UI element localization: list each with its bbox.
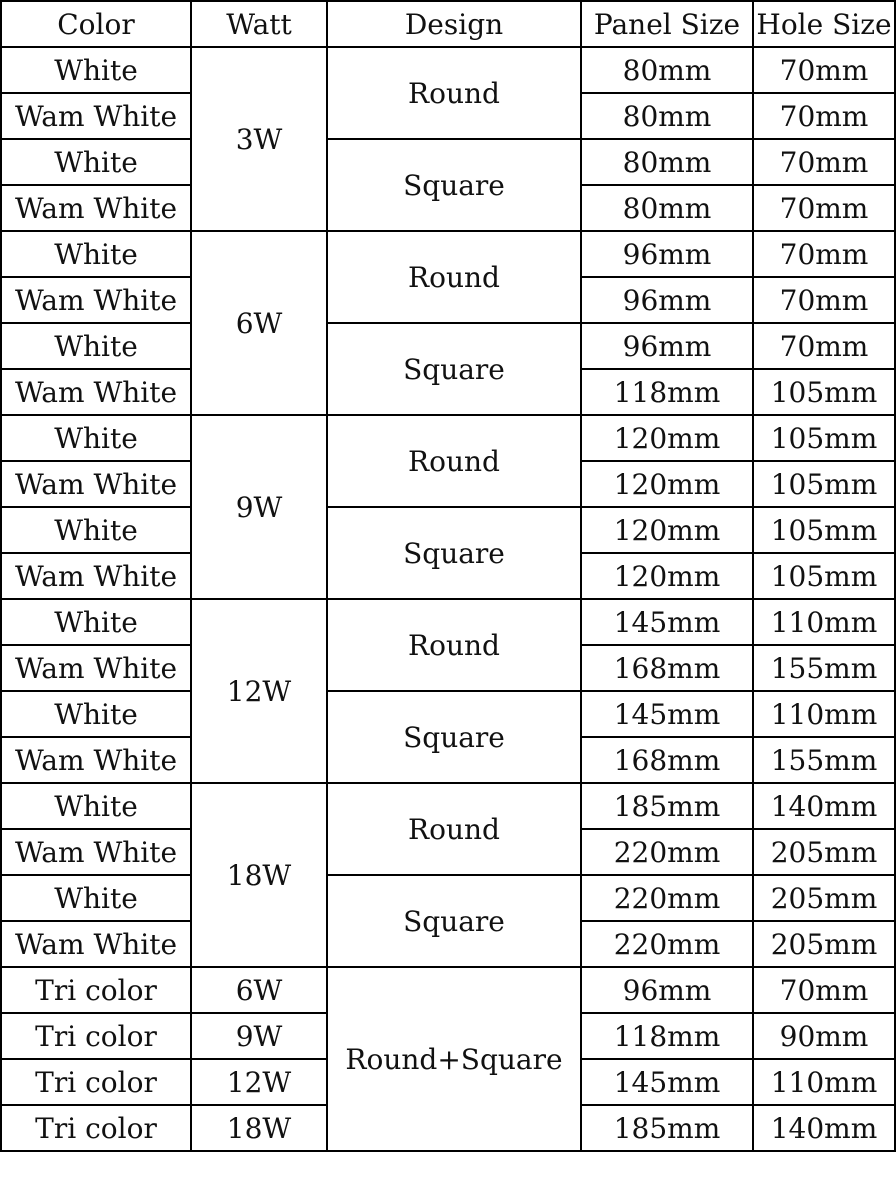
design-cell: Square: [327, 875, 581, 967]
watt-cell: 12W: [191, 1059, 327, 1105]
color-cell: Tri color: [1, 1059, 191, 1105]
table-row: [1, 599, 895, 645]
table-row: [1, 967, 895, 1013]
panel-size-cell: 220mm: [581, 829, 753, 875]
panel-size-cell: 118mm: [581, 369, 753, 415]
hole-size-cell: 155mm: [753, 737, 895, 783]
design-cell: Square: [327, 691, 581, 783]
table-row: [1, 231, 895, 277]
color-cell: White: [1, 599, 191, 645]
color-cell: White: [1, 691, 191, 737]
color-cell: Wam White: [1, 737, 191, 783]
table-row: [1, 139, 895, 185]
hole-size-cell: 110mm: [753, 1059, 895, 1105]
header-row: [1, 1, 895, 47]
design-cell: Round: [327, 47, 581, 139]
panel-size-cell: 118mm: [581, 1013, 753, 1059]
watt-cell: 12W: [191, 599, 327, 783]
panel-size-cell: 145mm: [581, 691, 753, 737]
panel-size-cell: 145mm: [581, 599, 753, 645]
hole-size-cell: 105mm: [753, 507, 895, 553]
panel-size-cell: 80mm: [581, 93, 753, 139]
watt-cell: 3W: [191, 47, 327, 231]
design-cell: Round: [327, 599, 581, 691]
hole-size-cell: 205mm: [753, 921, 895, 967]
hole-size-cell: 105mm: [753, 461, 895, 507]
design-cell: Round: [327, 231, 581, 323]
header-watt: Watt: [191, 1, 327, 47]
panel-size-cell: 120mm: [581, 415, 753, 461]
table-body: [1, 47, 895, 1151]
color-cell: Wam White: [1, 277, 191, 323]
panel-size-cell: 96mm: [581, 231, 753, 277]
color-cell: White: [1, 323, 191, 369]
color-cell: Tri color: [1, 1105, 191, 1151]
hole-size-cell: 70mm: [753, 967, 895, 1013]
hole-size-cell: 70mm: [753, 139, 895, 185]
table-row: [1, 507, 895, 553]
color-cell: White: [1, 47, 191, 93]
color-cell: White: [1, 415, 191, 461]
color-cell: White: [1, 875, 191, 921]
panel-size-cell: 96mm: [581, 323, 753, 369]
header-design: Design: [327, 1, 581, 47]
design-cell: Square: [327, 323, 581, 415]
color-cell: Wam White: [1, 645, 191, 691]
watt-cell: 6W: [191, 231, 327, 415]
panel-size-cell: 168mm: [581, 737, 753, 783]
design-cell: Square: [327, 507, 581, 599]
panel-size-cell: 96mm: [581, 967, 753, 1013]
hole-size-cell: 155mm: [753, 645, 895, 691]
panel-size-cell: 185mm: [581, 1105, 753, 1151]
table-row: [1, 323, 895, 369]
color-cell: White: [1, 783, 191, 829]
panel-size-cell: 145mm: [581, 1059, 753, 1105]
color-cell: White: [1, 139, 191, 185]
hole-size-cell: 205mm: [753, 829, 895, 875]
panel-size-cell: 220mm: [581, 875, 753, 921]
hole-size-cell: 110mm: [753, 691, 895, 737]
color-cell: White: [1, 231, 191, 277]
panel-size-cell: 80mm: [581, 185, 753, 231]
watt-cell: 6W: [191, 967, 327, 1013]
panel-size-cell: 120mm: [581, 507, 753, 553]
color-cell: Tri color: [1, 967, 191, 1013]
panel-size-cell: 185mm: [581, 783, 753, 829]
watt-cell: 18W: [191, 783, 327, 967]
panel-size-cell: 80mm: [581, 47, 753, 93]
hole-size-cell: 140mm: [753, 783, 895, 829]
hole-size-cell: 105mm: [753, 553, 895, 599]
color-cell: Wam White: [1, 829, 191, 875]
color-cell: Wam White: [1, 461, 191, 507]
hole-size-cell: 105mm: [753, 415, 895, 461]
color-cell: Wam White: [1, 921, 191, 967]
hole-size-cell: 105mm: [753, 369, 895, 415]
panel-size-cell: 96mm: [581, 277, 753, 323]
table-header: [1, 1, 895, 47]
panel-size-cell: 168mm: [581, 645, 753, 691]
panel-size-cell: 80mm: [581, 139, 753, 185]
color-cell: Tri color: [1, 1013, 191, 1059]
design-cell: Round: [327, 415, 581, 507]
table-row: [1, 691, 895, 737]
watt-cell: 9W: [191, 1013, 327, 1059]
hole-size-cell: 70mm: [753, 47, 895, 93]
design-cell: Round: [327, 783, 581, 875]
hole-size-cell: 90mm: [753, 1013, 895, 1059]
table-row: [1, 415, 895, 461]
color-cell: Wam White: [1, 553, 191, 599]
hole-size-cell: 140mm: [753, 1105, 895, 1151]
header-color: Color: [1, 1, 191, 47]
table-row: [1, 47, 895, 93]
hole-size-cell: 205mm: [753, 875, 895, 921]
header-hole-size: Hole Size: [753, 1, 895, 47]
watt-cell: 9W: [191, 415, 327, 599]
color-cell: Wam White: [1, 369, 191, 415]
color-cell: Wam White: [1, 93, 191, 139]
hole-size-cell: 70mm: [753, 93, 895, 139]
panel-size-cell: 220mm: [581, 921, 753, 967]
panel-size-cell: 120mm: [581, 553, 753, 599]
color-cell: White: [1, 507, 191, 553]
hole-size-cell: 70mm: [753, 277, 895, 323]
color-cell: Wam White: [1, 185, 191, 231]
watt-cell: 18W: [191, 1105, 327, 1151]
table-row: [1, 875, 895, 921]
table-row: [1, 783, 895, 829]
design-cell: Square: [327, 139, 581, 231]
design-cell: Round+Square: [327, 967, 581, 1151]
hole-size-cell: 70mm: [753, 231, 895, 277]
panel-size-cell: 120mm: [581, 461, 753, 507]
hole-size-cell: 70mm: [753, 185, 895, 231]
header-panel-size: Panel Size: [581, 1, 753, 47]
hole-size-cell: 70mm: [753, 323, 895, 369]
hole-size-cell: 110mm: [753, 599, 895, 645]
